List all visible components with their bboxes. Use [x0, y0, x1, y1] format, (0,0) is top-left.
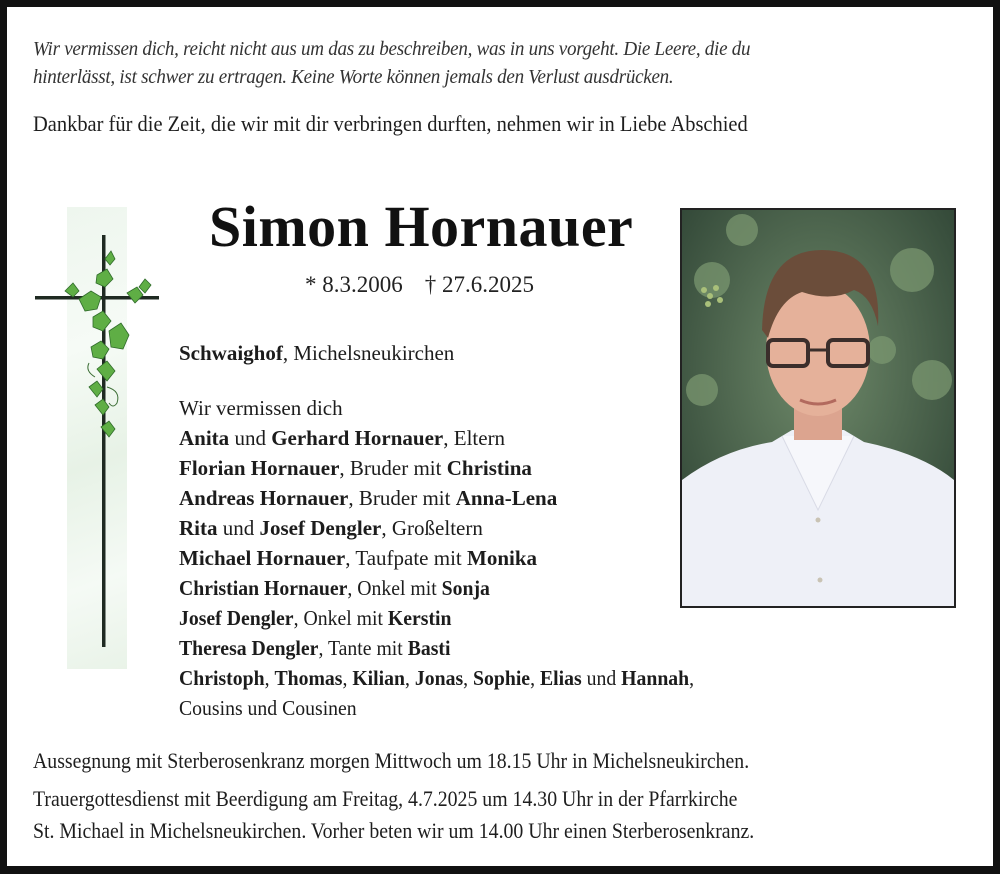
obituary-notice: [7, 7, 993, 866]
mourner-name: Michael Hornauer: [179, 546, 346, 570]
mourner-relation: ,: [404, 666, 415, 690]
mourner-relation: ,: [264, 666, 275, 690]
cross-background: [67, 207, 127, 669]
death-date: † 27.6.2025: [424, 272, 534, 297]
mourner-name: Christian Hornauer: [179, 576, 348, 600]
mourner-name: Kilian: [352, 666, 405, 690]
mourner-name: Sonja: [441, 576, 490, 600]
funeral-info-line-1: Trauergottesdienst mit Beerdigung am Freitag, 4.7.2025 um 14.30 Uhr in der Pfarrkirche: [33, 786, 738, 811]
mourner-relation: , Bruder mit: [339, 456, 447, 480]
birth-date: * 8.3.2006: [305, 272, 403, 297]
deceased-name: Simon Hornauer: [209, 194, 634, 259]
mourner-name: Monika: [467, 546, 538, 570]
mourner-name: Andreas Hornauer: [179, 486, 349, 510]
mourner-relation: , Großeltern: [381, 516, 483, 540]
mourner-relation: , Eltern: [443, 426, 506, 450]
intro-line-1: Wir vermissen dich, reicht nicht aus um das zu beschreiben, was in uns vorgeht. Die Leere, die du: [33, 38, 751, 60]
mourners-list: [179, 393, 727, 723]
blessing-info: Aussegnung mit Sterberosenkranz morgen Mittwoch um 18.15 Uhr in Michelsneukirchen.: [33, 748, 750, 773]
mourner-name: Hannah: [621, 666, 690, 690]
intro-line-2: hinterlässt, ist schwer zu ertragen. Keine Worte können jemals den Verlust ausdrücken.: [33, 66, 674, 88]
mourner-name: Basti: [407, 636, 451, 660]
service-info: [33, 745, 754, 847]
mourner-relation: , Onkel mit: [347, 576, 442, 600]
mourner-line: [179, 573, 694, 603]
mourner-relation: , Bruder mit: [348, 486, 456, 510]
mourner-name: Christoph: [179, 666, 265, 690]
mourner-name: Sophie: [473, 666, 531, 690]
mourner-line: [179, 663, 694, 693]
mourner-relation: , Taufpate mit: [345, 546, 467, 570]
mourners-heading: Wir vermissen dich: [179, 396, 343, 420]
mourner-line: [179, 423, 727, 453]
mourner-name: Kerstin: [387, 606, 452, 630]
mourner-name: Josef Dengler: [179, 606, 294, 630]
ivy-cross-icon: [35, 207, 175, 669]
mourner-name: Gerhard Hornauer: [271, 426, 444, 450]
funeral-info-line-2: St. Michael in Michelsneukirchen. Vorher beten wir um 14.00 Uhr einen Sterberosenkranz.: [33, 818, 755, 843]
mourner-relation: ,: [689, 666, 695, 690]
mourner-name: Anita: [179, 426, 230, 450]
mourner-relation: und: [229, 426, 272, 450]
mourner-lines: [179, 423, 727, 723]
portrait-image: [682, 210, 954, 606]
mourner-line: [179, 693, 694, 723]
mourner-relation: ,: [342, 666, 353, 690]
residence-village: Schwaighof: [179, 341, 283, 365]
mourner-relation: Cousins und Cousinen: [179, 696, 357, 720]
residence: [179, 341, 454, 366]
mourner-relation: und: [217, 516, 260, 540]
mourner-line: [179, 513, 727, 543]
mourner-relation: ,: [463, 666, 474, 690]
mourner-name: Theresa Dengler: [179, 636, 319, 660]
mourner-line: [179, 483, 727, 513]
mourner-relation: und: [581, 666, 622, 690]
mourner-name: Anna-Lena: [455, 486, 558, 510]
mourner-name: Rita: [179, 516, 218, 540]
intro-quote: [33, 35, 750, 91]
life-dates: [305, 272, 534, 298]
mourner-name: Christina: [446, 456, 532, 480]
portrait-photo: [680, 208, 956, 608]
mourner-relation: ,: [530, 666, 540, 690]
mourner-name: Elias: [539, 666, 582, 690]
thanks-line: Dankbar für die Zeit, die wir mit dir verbringen durften, nehmen wir in Liebe Abschied: [33, 111, 748, 136]
mourner-name: Florian Hornauer: [179, 456, 340, 480]
mourner-line: [179, 543, 727, 573]
mourner-line: [179, 633, 694, 663]
mourner-relation: , Tante mit: [318, 636, 408, 660]
mourner-name: Thomas: [274, 666, 343, 690]
mourner-relation: , Onkel mit: [293, 606, 388, 630]
residence-town: , Michelsneukirchen: [282, 341, 455, 365]
mourner-line: [179, 603, 694, 633]
mourner-name: Josef Dengler: [259, 516, 382, 540]
mourner-name: Jonas: [414, 666, 464, 690]
mourner-line: [179, 453, 727, 483]
